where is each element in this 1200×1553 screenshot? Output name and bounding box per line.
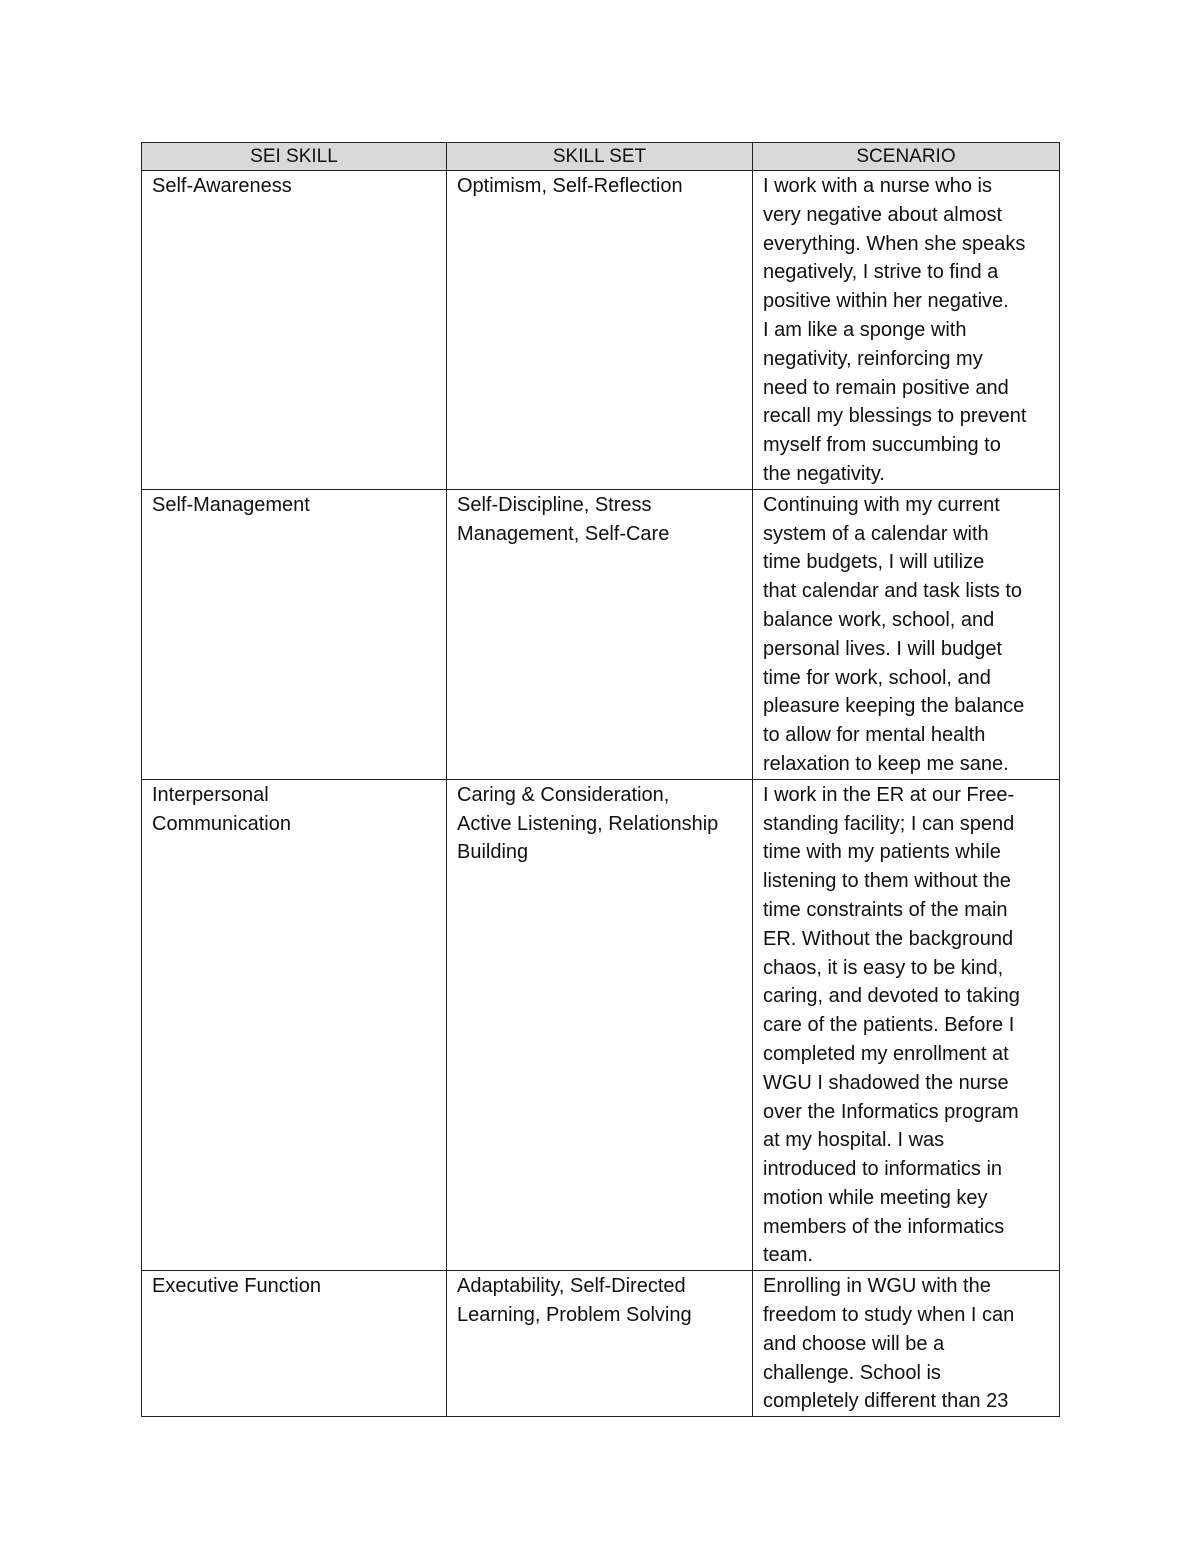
scenario-cell: Continuing with my current system of a calendar with time budgets, I will utilize that calendar and task lists to balance work, school, and personal lives. I will budget time for work, school, and pleasure keeping the balance to allow for mental health relaxation to keep me sane. [753,489,1060,779]
skill-set-cell: Adaptability, Self-Directed Learning, Problem Solving [447,1271,753,1417]
sei-skill-cell: Interpersonal Communication [142,779,447,1271]
skill-set-cell: Self-Discipline, Stress Management, Self-Care [447,489,753,779]
sei-skill-cell: Self-Management [142,489,447,779]
table-header-row [142,143,1060,171]
table-row [142,1271,1060,1417]
scenario-cell: Enrolling in WGU with the freedom to study when I can and choose will be a challenge. School is completely different than 23 [753,1271,1060,1417]
sei-skill-cell: Executive Function [142,1271,447,1417]
skill-set-cell: Caring & Consideration, Active Listening, Relationship Building [447,779,753,1271]
scenario-cell: I work in the ER at our Free- standing facility; I can spend time with my patients while listening to them without the time constraints of the main ER. Without the background chaos, it is easy to be kind, caring, and devoted to taking care of the patients. Before I completed my enrollment at WGU I shadowed the nurse over the Informatics program at my hospital. I was introduced to informatics in motion while meeting key members of the informatics team. [753,779,1060,1271]
header-sei-skill: SEI SKILL [142,143,447,171]
header-scenario: SCENARIO [753,143,1060,171]
sei-skill-cell: Self-Awareness [142,171,447,490]
skill-set-cell: Optimism, Self-Reflection [447,171,753,490]
table-row [142,171,1060,490]
sei-skills-table [141,142,1060,1417]
table-row [142,489,1060,779]
header-skill-set: SKILL SET [447,143,753,171]
table-row [142,779,1060,1271]
scenario-cell: I work with a nurse who is very negative about almost everything. When she speaks negatively, I strive to find a positive within her negative. I am like a sponge with negativity, reinforcing my need to remain positive and recall my blessings to prevent myself from succumbing to the negativity. [753,171,1060,490]
